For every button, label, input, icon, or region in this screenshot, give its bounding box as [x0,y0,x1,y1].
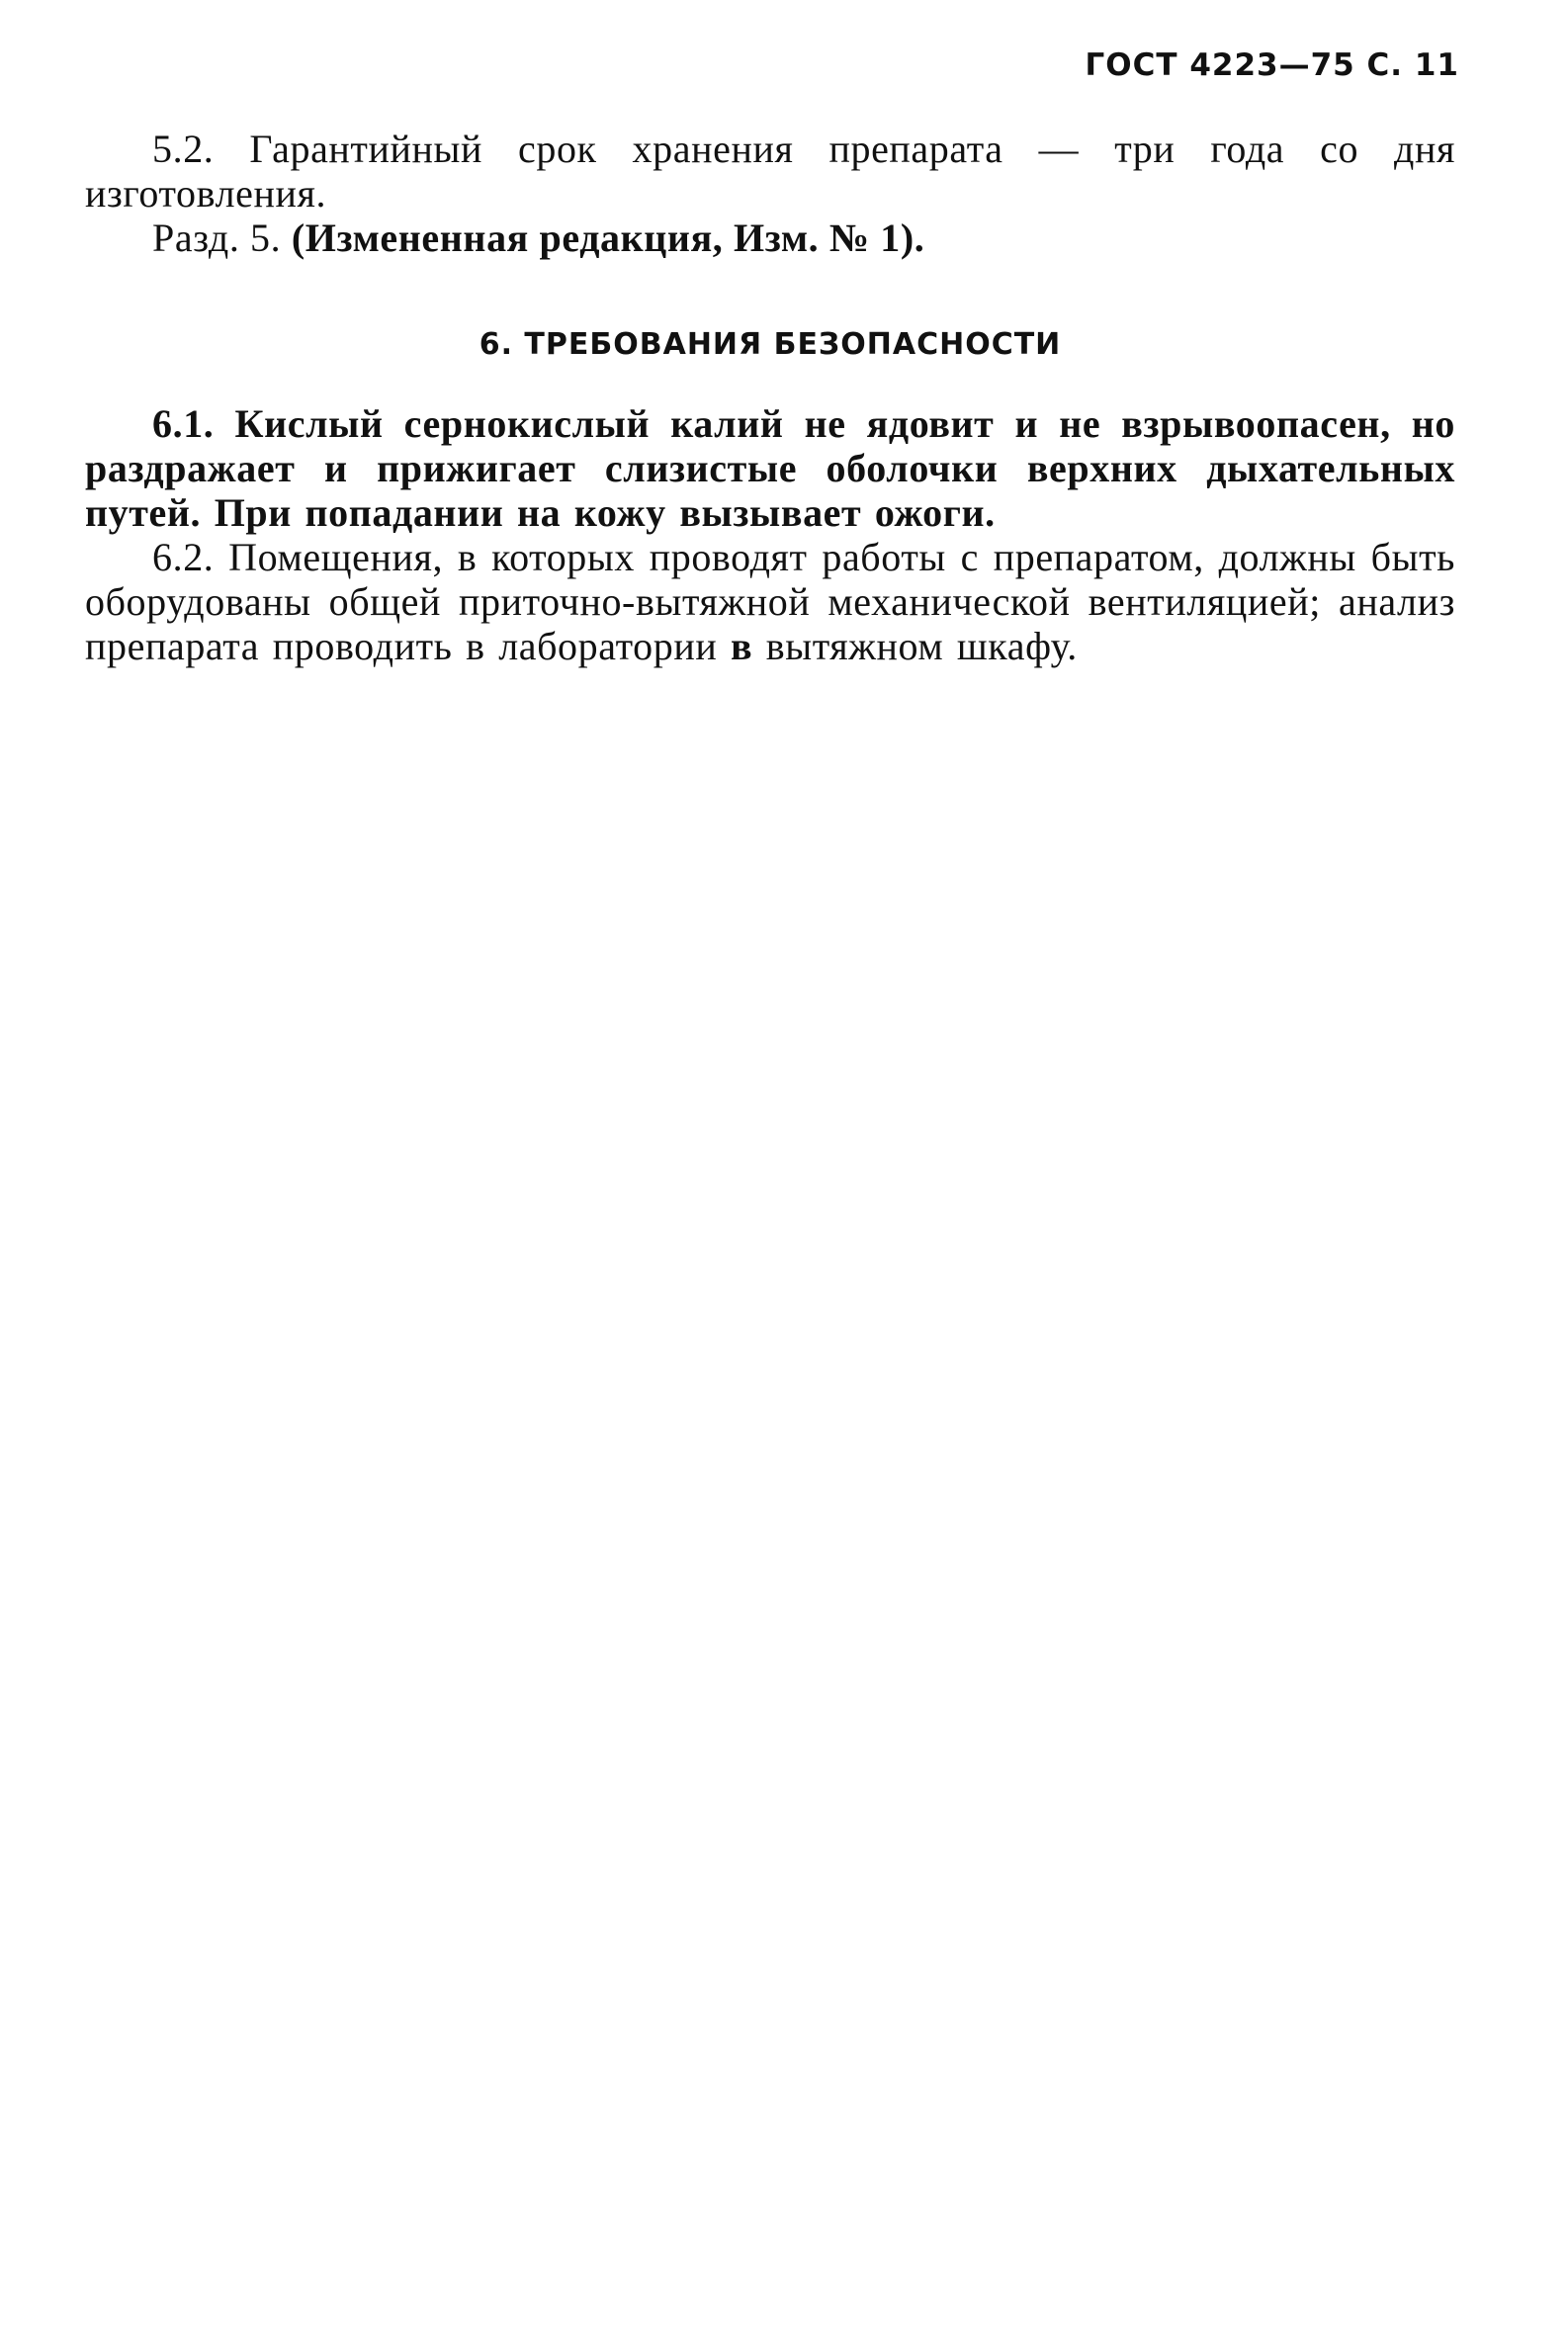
paragraph-6-2-body: 6.2. Помещения, в которых проводят работы с препаратом, должны быть оборудованы общей приточно-вытяжной механической вентиляцией; анализ препарата проводить в лаборатории [85,535,1455,668]
paragraph-5-2: 5.2. Гарантийный срок хранения препарата — три года со дня изготовления. [85,127,1455,216]
amendment-prefix: Разд. 5. [152,216,282,260]
paragraph-6-1-lead: 6.1. Кислый сернокислый калий не ядовит и не взрывоопасен, [152,401,1391,446]
paragraph-6-2 [85,535,1455,668]
amendment-text: (Измененная редакция, Изм. № 1). [291,216,925,260]
section-6 [85,269,1455,668]
paragraph-6-2-end: вытяжном шкафу. [765,624,1078,668]
running-head: ГОСТ 4223—75 С. 11 [1085,47,1459,83]
section-5 [85,127,1455,260]
paragraph-6-1 [85,401,1455,535]
paragraph-6-1-body: но раздражает и прижигает слизистые оболочки верхних дыхательных путей. При попадании на кожу вызывает ожоги. [85,401,1455,535]
paragraph-6-2-bold-word: в [730,624,753,668]
section-heading: 6. ТРЕБОВАНИЯ БЕЗОПАСНОСТИ [479,327,1062,362]
amendment-note [85,216,1455,260]
